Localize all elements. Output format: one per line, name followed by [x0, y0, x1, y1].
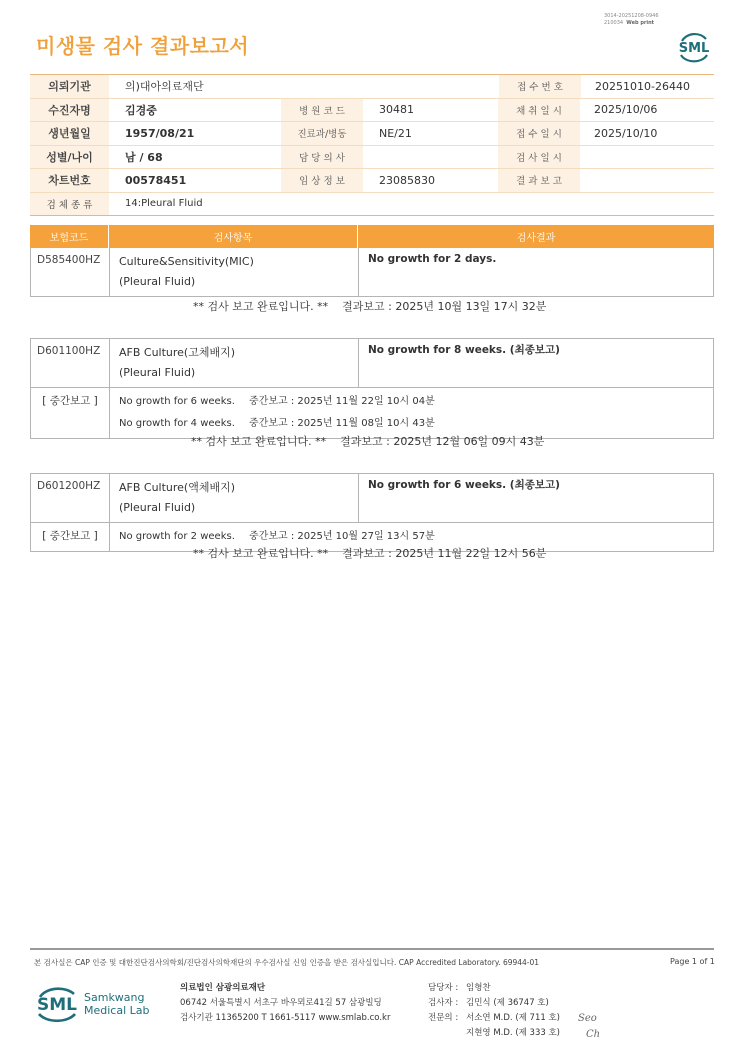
- sml-footer-logo-icon: [36, 981, 156, 1025]
- info-row-6: 검 체 종 류 14:Pleural Fluid: [30, 193, 714, 217]
- signature-2: Ch: [586, 1029, 601, 1040]
- footer-logo-short: SML: [37, 995, 77, 1015]
- result-block-2: D601100HZ AFB Culture(고체배지) (Pleural Fluid) No growth for 8 weeks. (최종보고) [ 중간보고 ] No growth for 6 weeks. 중간보고 : 2025년 11월 22일 10시 04분 No growth for 4 weeks. 중간보고 : 2025년 11월 08일 10시 43분: [30, 338, 714, 439]
- sml-logo-icon: [674, 27, 714, 63]
- footer-staff: 담당자 : 임형찬 검사자 : 김민식 (제 36747 호) 전문의 : 서소연 M.D. (제 711 호) 지현영 M.D. (제 333 호): [428, 983, 561, 1038]
- results-header: 보험코드 검사항목 검사결과: [30, 225, 714, 248]
- signature-icon: [576, 1009, 616, 1041]
- print-id: 3014-20251208-0946 210034 Web print: [604, 13, 659, 26]
- info-row-2: 수진자명 김경중 병 원 코 드 30481 채 취 일 시 2025/10/06: [30, 99, 714, 123]
- footer-note: 본 검사실은 CAP 인증 및 대한진단검사의학회/진단검사의학재단의 우수검사실 신임 인증을 받은 검사실입니다. CAP Accredited Laboratory. 69944-01: [34, 958, 540, 967]
- patient-info: [30, 74, 714, 216]
- info-row-3: 생년월일 1957/08/21 진료과/병동 NE/21 접 수 일 시 2025/10/10: [30, 122, 714, 146]
- report-done-1: ** 검사 보고 완료입니다. ** 결과보고 : 2025년 10월 13일 17시 32분: [193, 300, 547, 313]
- footer-divider: [30, 948, 714, 950]
- info-row-4: 성별/나이 남 / 68 담 당 의 사 검 사 일 시: [30, 146, 714, 170]
- footer-logo-name1: Samkwang: [84, 991, 145, 1004]
- footer-org: 의료법인 삼광의료재단 06742 서울특별시 서초구 바우뫼로41길 57 삼광빌딩 검사기관 11365200 T 1661-5117 www.smlab.co.kr: [180, 983, 391, 1023]
- page-number: Page 1 of 1: [670, 957, 715, 966]
- footer-logo-name2: Medical Lab: [84, 1004, 150, 1017]
- logo-text: SML: [678, 41, 710, 56]
- report-title: 미생물 검사 결과보고서: [36, 34, 250, 58]
- report-done-3: ** 검사 보고 완료입니다. ** 결과보고 : 2025년 11월 22일 12시 56분: [193, 547, 547, 560]
- report-done-2: ** 검사 보고 완료입니다. ** 결과보고 : 2025년 12월 06일 09시 43분: [191, 435, 545, 448]
- result-block-1: D585400HZ Culture&Sensitivity(MIC) (Pleural Fluid) No growth for 2 days.: [30, 248, 714, 297]
- info-row-1: 의뢰기관 의)대아의료재단 접 수 번 호 20251010-26440: [30, 75, 714, 99]
- signature-1: Seo: [578, 1013, 597, 1024]
- info-row-5: 차트번호 00578451 임 상 정 보 23085830 결 과 보 고: [30, 169, 714, 193]
- result-block-3: D601200HZ AFB Culture(액체배지) (Pleural Fluid) No growth for 6 weeks. (최종보고) [ 중간보고 ] No growth for 2 weeks. 중간보고 : 2025년 10월 27일 13시 57분: [30, 473, 714, 552]
